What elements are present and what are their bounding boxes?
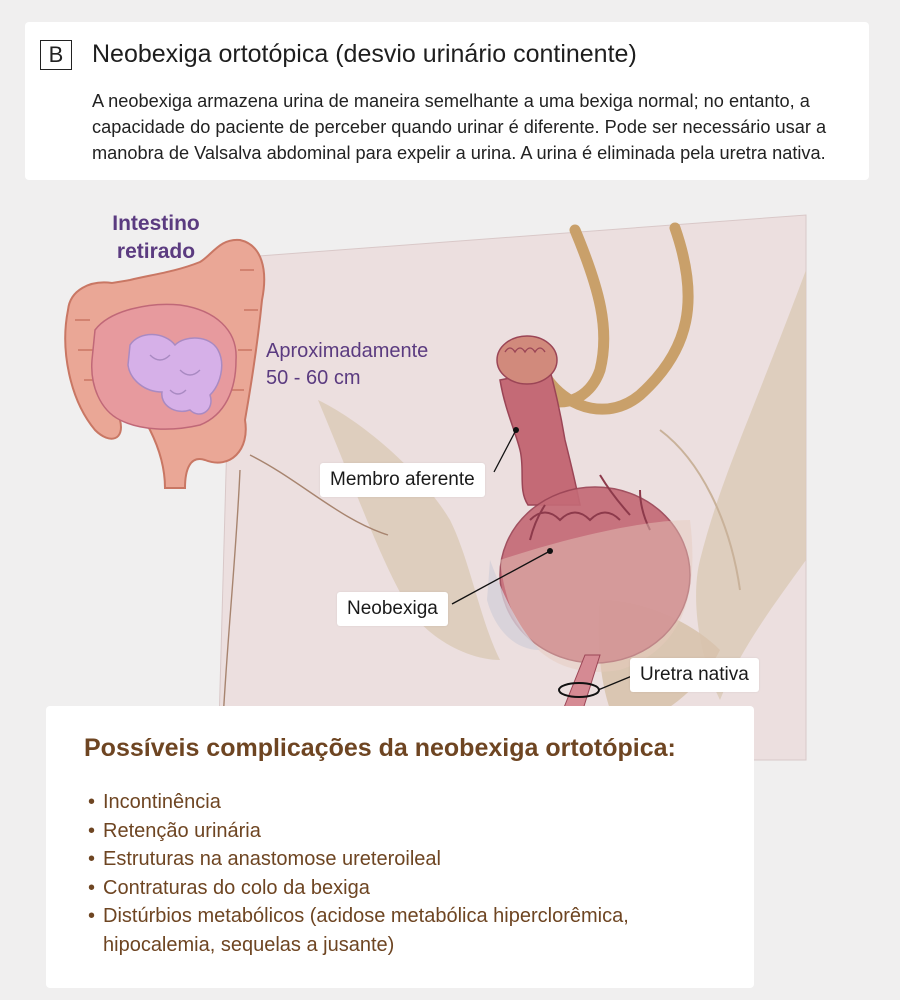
afferent-limb-label: Membro aferente xyxy=(320,463,485,497)
complications-title: Possíveis complicações da neobexiga ortotópica: xyxy=(84,734,676,762)
intestine-length-label: Aproximadamente 50 - 60 cm xyxy=(266,340,429,389)
complications-card xyxy=(46,706,754,988)
panel-title: Neobexiga ortotópica (desvio urinário continente) xyxy=(92,40,637,68)
complications-list xyxy=(88,788,728,959)
complication-item: • Distúrbios metabólicos (acidose metabólica hiperclorêmica, hipocalemia, sequelas a jusante) xyxy=(88,902,728,959)
panel-letter: B xyxy=(40,40,72,70)
pointer-dot xyxy=(513,427,519,433)
complication-item: • Incontinência xyxy=(88,788,728,817)
complication-item: • Contraturas do colo da bexiga xyxy=(88,874,728,903)
panel-description: A neobexiga armazena urina de maneira semelhante a uma bexiga normal; no entanto, a capacidade do paciente de perceber quando urinar é diferente. Pode ser necessário usar a manobra de Valsalva abdominal para expelir a urina. A urina é eliminada pela uretra nativa. xyxy=(92,91,827,163)
removed-intestine-label: Intestino retirado xyxy=(112,212,200,263)
complication-item: • Retenção urinária xyxy=(88,817,728,846)
neobladder-label: Neobexiga xyxy=(337,592,448,626)
native-urethra-label: Uretra nativa xyxy=(630,658,759,692)
afferent-limb-cap xyxy=(497,336,557,384)
complication-item: • Estruturas na anastomose ureteroileal xyxy=(88,845,728,874)
pointer-dot xyxy=(547,548,553,554)
